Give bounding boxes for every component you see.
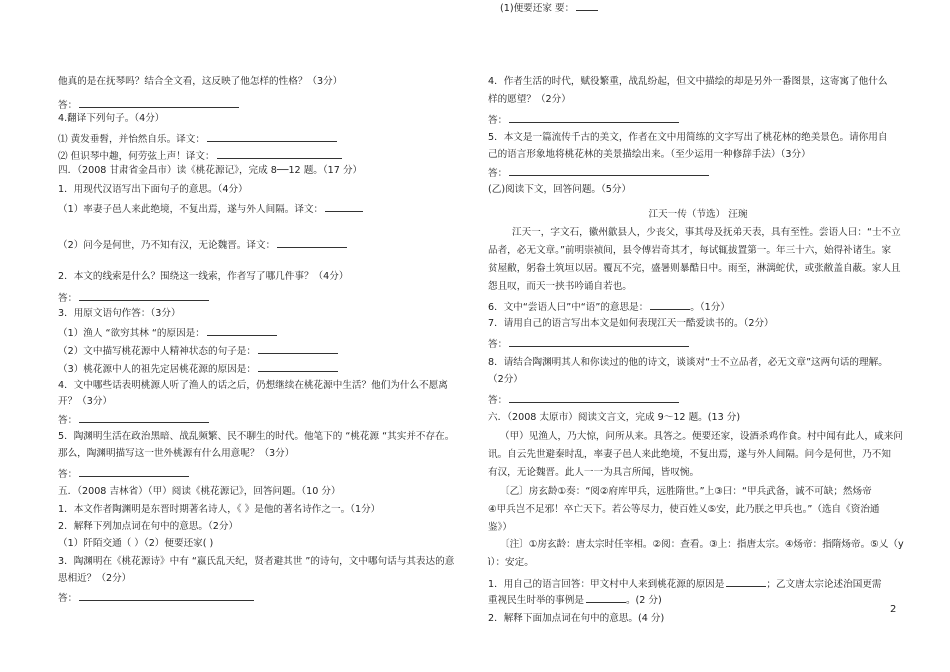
left-line-text: 2．本文的线索是什么？围绕这一线索，作者写了哪几件事？（4分） [58,271,349,282]
right-line [488,165,709,181]
left-line-text: 四．（2008 甘肃省金昌市）读《桃花源记》，完成 8──12 题。（17 分） [58,165,363,176]
left-line [58,466,189,482]
left-line-text: 1．本文作者陶渊明是东晋时期著名诗人，《 》是他的著名诗作之一。（1分） [58,504,381,515]
answer-blank[interactable] [79,97,239,108]
left-line [58,395,112,409]
right-line-suffix: 。(2 分) [625,595,662,606]
right-line [488,244,891,258]
right-line [488,75,887,89]
right-line-text: （甲）见渔人，乃大惊，问所从来。具答之。便要还家，设酒杀鸡作食。村中闻有此人，咸来问 [500,431,903,442]
right-line-text: ④甲兵岂不足邪！卒亡天下。若公等尽力，使百姓乂⑤安，此乃朕之甲兵也。”（选自《资治通 [488,504,880,515]
left-line-text: 五．（2008 吉林省）（甲）阅读《桃花源记》，回答问题。（10 分） [58,486,341,497]
right-line-text: 贫屋敝，躬畚土筑垣以居。覆瓦不完，盛暑则暴酷日中。雨至，淋漓蛇伏，或张敝盖自蔽。家人且 [488,263,901,274]
left-line [58,112,164,126]
right-line [488,521,512,535]
left-line [58,572,131,586]
answer-blank[interactable] [509,112,679,123]
right-line-text: 怨且叹，而天一挟书吟诵自若也。 [488,281,632,292]
right-line-text: 2．解释下面加点词在句中的意思。(4 分) [488,613,665,624]
right-line [488,131,887,145]
right-line-text: 样的愿望？（2分） [488,94,571,105]
right-line-text: 7．请用自己的语言写出本文是如何表现江天一酷爱读书的。（2分） [488,318,774,329]
left-line [58,75,342,89]
left-line [58,520,238,534]
right-line [488,592,662,608]
left-line-text: 答： [58,100,78,111]
answer-blank[interactable] [258,343,338,354]
left-line-text: 4．文中哪些话表明桃源人听了渔人的话之后，仍想继续在桃花源中生活？他们为什么不愿离 [58,380,448,391]
right-line [488,411,740,425]
answer-blank[interactable] [325,201,363,212]
right-line [500,0,598,16]
right-line [488,336,689,352]
left-line-text: ⑴ 黄发垂髫，并怡然自乐。译文： [58,134,205,145]
left-line-text: 思相近？（2分） [58,573,132,584]
right-line [488,392,679,408]
right-line [488,556,534,570]
right-line-text: (乙)阅读下文，回答问题。（5分） [488,184,632,195]
right-line-text: 江天一，字文石，徽州歙县人，少丧父，事其母及抚弟天表，具有至性。尝语人曰：“士不立 [512,227,901,238]
answer-blank[interactable] [258,361,338,372]
left-line-text: 3．陶渊明在《桃花源诗》中有 “嬴氏乱天纪，贤者避其世 ”的诗句，文中哪句话与其表达的意 [58,556,455,567]
left-line [58,412,209,428]
answer-blank[interactable] [217,148,342,159]
right-line-text: 答： [488,395,508,406]
left-line [58,555,454,569]
answer-blank[interactable] [509,336,689,347]
right-line-text: 讯。自云先世避秦时乱，率妻子邑人来此绝境，不复出焉，遂与外人间隔。问今是何世，乃不知 [488,449,891,460]
answer-blank[interactable] [79,290,209,301]
right-line [500,538,904,552]
left-line [58,430,454,444]
left-line-text: （1）率妻子邑人来此绝境，不复出焉，遂与外人间隔。译文： [58,204,324,215]
left-line-text: （1）阡陌交通（ ）（2）便要还家( ) [58,538,214,549]
right-line [488,112,679,128]
right-line-text: 〔注〕①房玄龄：唐太宗时任宰相。②阅：查看。③上：指唐太宗。④炀帝：指隋炀帝。⑤乂（y [500,539,904,550]
right-line [500,430,903,444]
left-line-text: 1．用现代汉语写出下面句子的意思。（4分） [58,184,248,195]
right-line [488,466,699,480]
left-line-text: （2）文中描写桃花源中人精神状态的句子是： [58,346,256,357]
right-line-text: 答： [488,168,508,179]
left-line-text: 2．解释下列加点词在句中的意思。（2分） [58,521,239,532]
left-line [58,325,277,341]
left-line [58,201,363,217]
right-line [488,208,908,222]
left-line-text: 3．用原文语句作答：（3分） [58,308,181,319]
left-line-text: 答： [58,293,78,304]
answer-blank[interactable] [726,576,766,587]
left-line-text: 4.翻译下列句子。（4分） [58,113,165,124]
left-line-text: （3）桃花源中人的祖先定居桃花源的原因是： [58,364,256,375]
right-line-suffix: ；乙文唐太宗论述治国更需 [766,579,882,590]
left-line [58,97,239,113]
right-line-text: 有汉，无论魏晋。此人一一为具言所闻，皆叹惋。 [488,467,700,478]
right-line [488,280,632,294]
right-line-text: 6．文中“尝语人曰”中“语”的意思是： [488,302,649,313]
right-line-text: 5．本文是一篇流传千古的美文，作者在文中用简练的文字写出了桃花林的绝美景色。请你用自 [488,132,888,143]
answer-blank[interactable] [79,412,209,423]
right-line [488,373,523,387]
right-line [488,612,664,626]
left-line [58,131,337,147]
right-line-text: 答： [488,115,508,126]
right-line [488,317,774,331]
left-line-text: 他真的是在抚琴吗？结合全文看，这反映了他怎样的性格？（3分） [58,76,343,87]
left-line [58,270,348,284]
page-number: 2 [890,604,897,615]
left-line-text: 5．陶渊明生活在政治黑暗、战乱频繁、民不聊生的时代。他笔下的 “桃花源 “其实并不存在。 [58,431,455,442]
right-line-text: 重视民生时举的事例是 [488,595,584,606]
left-line-text: 答： [58,593,78,604]
right-line [488,183,631,197]
answer-blank[interactable] [650,299,690,310]
left-line [58,503,380,517]
right-line [488,299,730,315]
left-line [58,343,338,359]
left-line-text: ⑵ 但识琴中趣，何劳弦上声！译文： [58,151,215,162]
left-line [58,590,254,606]
right-line-text: 答： [488,339,508,350]
right-line [488,576,881,592]
answer-blank[interactable] [207,325,277,336]
right-line-text: ì）：安定。 [488,557,534,568]
right-line [488,148,811,162]
left-line [58,164,362,178]
answer-blank[interactable] [509,165,709,176]
right-line-text: 江天一传（节选） 汪琬 [648,209,748,220]
right-line-text: (1)便要还家 要： [500,3,575,14]
right-line-suffix: 。（1分） [690,302,730,313]
right-line-text: 1．用自己的语言回答：甲文村中人来到桃花源的原因是 [488,579,725,590]
left-line-text: （2）问今是何世，乃不知有汉，无论魏晋。译文： [58,240,276,251]
right-line-text: （2分） [488,374,523,385]
answer-blank[interactable] [586,592,626,603]
answer-blank[interactable] [576,0,598,11]
right-line [512,226,901,240]
left-line-text: （1）渔人 “欲穷其林 “的原因是： [58,328,205,339]
right-line-text: 己的语言形象地将桃花林的美景描绘出来。（至少运用一种修辞手法）（3分） [488,149,811,160]
left-line [58,485,341,499]
right-line-text: 〔乙〕房玄龄①奏：“阅②府库甲兵，远胜隋世。”上③曰：“甲兵武备，诚不可缺；然炀帝 [500,486,872,497]
right-line [488,93,571,107]
right-line [488,356,888,370]
left-line [58,447,294,461]
left-line-text: 那么，陶渊明描写这一世外桃源有什么用意呢？（3分） [58,448,295,459]
right-line [488,503,880,517]
answer-blank[interactable] [509,392,679,403]
left-line-text: 答： [58,469,78,480]
right-line-text: 六．（2008 太原市）阅读文言文，完成 9～12 题。(13 分) [488,412,741,423]
left-line [58,183,248,197]
left-line [58,237,347,253]
right-line-text: 4．作者生活的时代，赋役繁重，战乱纷起，但文中描绘的却是另外一番图景，这寄寓了他什么 [488,76,888,87]
right-line-text: 8．请结合陶渊明其人和你读过的他的诗文，谈谈对“士不立品者，必无文章”这两句话的理解。 [488,357,888,368]
answer-blank[interactable] [79,590,254,601]
left-line [58,148,342,164]
left-line [58,379,448,393]
left-line-text: 开？（3分） [58,396,113,407]
right-line [500,485,872,499]
left-line-text: 答： [58,415,78,426]
right-line [488,448,891,462]
left-line [58,361,338,377]
left-line [58,307,181,321]
right-line [488,262,901,276]
right-line-text: 品者，必无文章。”前明崇祯间，县令傅岩奇其才，每试辄拔置第一。年三十六，始得补诸生。家 [488,245,892,256]
answer-blank[interactable] [207,131,337,142]
answer-blank[interactable] [277,237,347,248]
left-line [58,537,213,551]
answer-blank[interactable] [79,466,189,477]
right-line-text: 鉴》） [488,522,512,533]
left-line [58,290,209,306]
